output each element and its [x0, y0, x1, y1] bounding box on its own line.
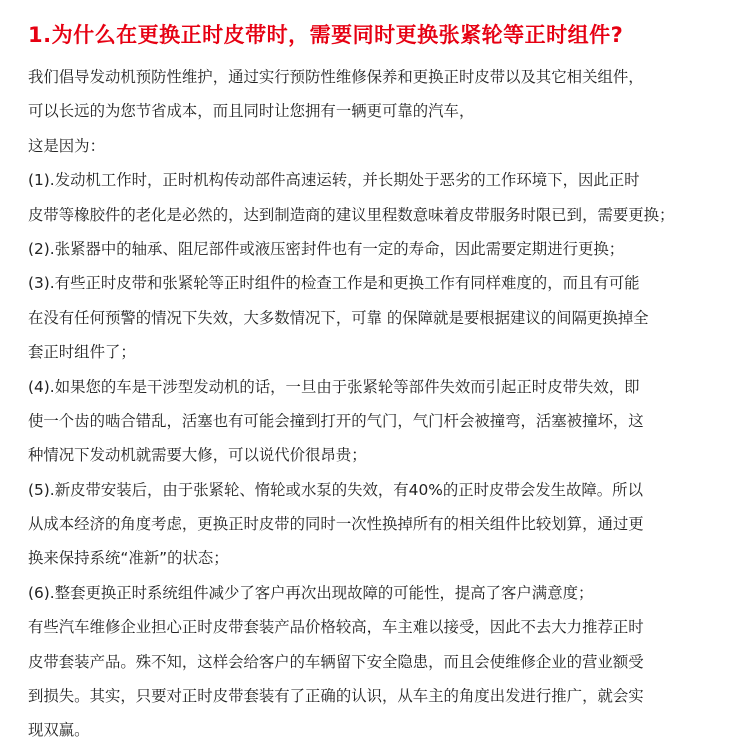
text-line: 使一个齿的啮合错乱，活塞也有可能会撞到打开的气门，气门杆会被撞弯，活塞被撞坏，这	[28, 411, 644, 430]
text-line: (4).如果您的车是干涉型发动机的话，一旦由于张紧轮等部件失效而引起正时皮带失效，即	[28, 377, 640, 396]
text-line: 在没有任何预警的情况下失效，大多数情况下，可靠 的保障就是要根据建议的间隔更换掉全	[28, 308, 649, 327]
text-line: 到损失。其实，只要对正时皮带套装有了正确的认识，从车主的角度出发进行推广，就会实	[28, 687, 644, 706]
text-line: 换来保持系统“准新”的状态；	[28, 549, 229, 568]
text-line: 有些汽车维修企业担心正时皮带套装产品价格较高，车主难以接受，因此不去大力推荐正时	[28, 618, 644, 637]
text-line: 种情况下发动机就需要大修，可以说代价很昂贵；	[28, 446, 367, 465]
text-line: 可以长远的为您节省成本，而且同时让您拥有一辆更可靠的汽车，	[28, 102, 475, 121]
text-line: (5).新皮带安装后，由于张紧轮、惰轮或水泵的失效，有40%的正时皮带会发生故障。所以	[28, 480, 643, 499]
text-line: 这是因为：	[28, 136, 105, 155]
section-title: 1.为什么在更换正时皮带时，需要同时更换张紧轮等正时组件?	[28, 23, 624, 47]
text-line: 皮带套装产品。殊不知，这样会给客户的车辆留下安全隐患，而且会使维修企业的营业额受	[28, 652, 644, 671]
text-line: 皮带等橡胶件的老化是必然的，达到制造商的建议里程数意味着皮带服务时限已到，需要更换；	[28, 205, 675, 224]
text-line: 套正时组件了；	[28, 343, 136, 362]
body-text	[28, 60, 744, 748]
text-line: (1).发动机工作时，正时机构传动部件高速运转，并长期处于恶劣的工作环境下，因此正时	[28, 171, 640, 190]
text-line: (3).有些正时皮带和张紧轮等正时组件的检查工作是和更换工作有同样难度的，而且有可能	[28, 274, 640, 293]
text-line: 我们倡导发动机预防性维护，通过实行预防性维修保养和更换正时皮带以及其它相关组件，	[28, 68, 644, 86]
text-line: (6).整套更换正时系统组件减少了客户再次出现故障的可能性，提高了客户满意度；	[28, 583, 594, 602]
text-line: 现双赢。	[28, 721, 90, 740]
text-line: 从成本经济的角度考虑，更换正时皮带的同时一次性换掉所有的相关组件比较划算，通过更	[28, 515, 644, 534]
text-line: (2).张紧器中的轴承、阻尼部件或液压密封件也有一定的寿命，因此需要定期进行更换；	[28, 239, 625, 258]
